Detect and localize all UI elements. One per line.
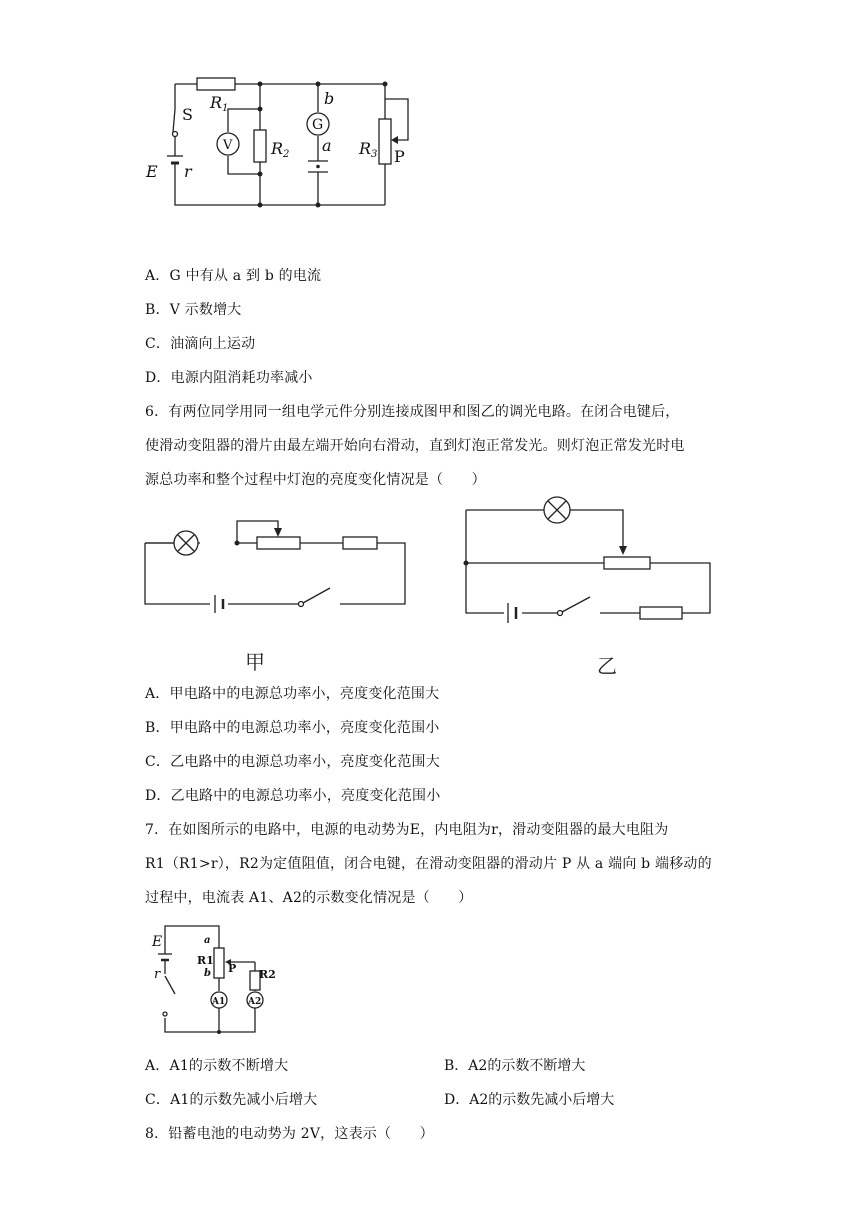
label-s: S <box>182 105 193 124</box>
q7-stem-line2: R1（R1>r），R2为定值阻值，闭合电键，在滑动变阻器的滑动片 P 从 a 端向 b 端移动的 <box>145 856 712 872</box>
circuit-figure-jia <box>140 515 410 615</box>
label-r1: R1 <box>210 93 229 114</box>
circuit-figure-yi <box>460 490 720 620</box>
q8-stem: 8．铅蓄电池的电动势为 2V，这表示（ ） <box>145 1126 434 1142</box>
q6-option-a: A．甲电路中的电源总功率小，亮度变化范围大 <box>145 686 440 702</box>
q7-label-p: P <box>228 962 237 975</box>
circuit-figure-q7 <box>145 918 275 1038</box>
q7-label-b: b <box>204 968 211 979</box>
label-v: V <box>223 138 233 153</box>
caption-yi: 乙 <box>597 654 617 678</box>
q7-option-a: A．A1的示数不断增大 <box>145 1058 289 1074</box>
q7-stem-line3: 过程中，电流表 A1、A2的示数变化情况是（ ） <box>145 890 473 906</box>
q7-label-r2: R2 <box>259 968 276 981</box>
label-r2: R2 <box>271 139 290 160</box>
q7-option-c: C．A1的示数先减小后增大 <box>145 1092 318 1108</box>
label-e: E <box>146 162 158 181</box>
q6-option-c: C．乙电路中的电源总功率小，亮度变化范围大 <box>145 754 440 770</box>
label-r3: R3 <box>359 139 378 160</box>
label-r: r <box>184 162 192 181</box>
label-g: G <box>312 117 324 133</box>
q5-option-d: D．电源内阻消耗功率减小 <box>145 370 313 386</box>
q6-stem-line3: 源总功率和整个过程中灯泡的亮度变化情况是（ ） <box>145 472 486 488</box>
q6-stem-line1: 6．有两位同学用同一组电学元件分别连接成图甲和图乙的调光电路。在闭合电键后， <box>145 404 680 420</box>
q7-option-d: D．A2的示数先减小后增大 <box>444 1092 615 1108</box>
q7-stem-line1: 7．在如图所示的电路中，电源的电动势为E，内电阻为r，滑动变阻器的最大电阻为 <box>145 822 669 838</box>
q7-option-b: B．A2的示数不断增大 <box>444 1058 586 1074</box>
label-p: P <box>394 147 405 166</box>
q6-option-b: B．甲电路中的电源总功率小，亮度变化范围小 <box>145 720 440 736</box>
q7-label-a: a <box>204 935 211 946</box>
q7-label-r: r <box>154 967 161 982</box>
q7-label-a2: A2 <box>248 997 262 1007</box>
q5-option-b: B．V 示数增大 <box>145 302 242 318</box>
q7-label-e: E <box>152 934 163 950</box>
q7-label-a1: A1 <box>212 997 226 1007</box>
q7-label-r1: R1 <box>197 954 214 967</box>
q6-option-d: D．乙电路中的电源总功率小，亮度变化范围小 <box>145 788 441 804</box>
q5-option-a: A．G 中有从 a 到 b 的电流 <box>145 268 322 284</box>
caption-jia: 甲 <box>245 650 265 674</box>
q5-option-c: C．油滴向上运动 <box>145 336 256 352</box>
label-b: b <box>324 89 335 108</box>
label-a: a <box>322 136 332 155</box>
circuit-figure-q5 <box>140 64 440 224</box>
q6-stem-line2: 使滑动变阻器的滑片由最左端开始向右滑动，直到灯泡正常发光。则灯泡正常发光时电 <box>145 438 685 454</box>
